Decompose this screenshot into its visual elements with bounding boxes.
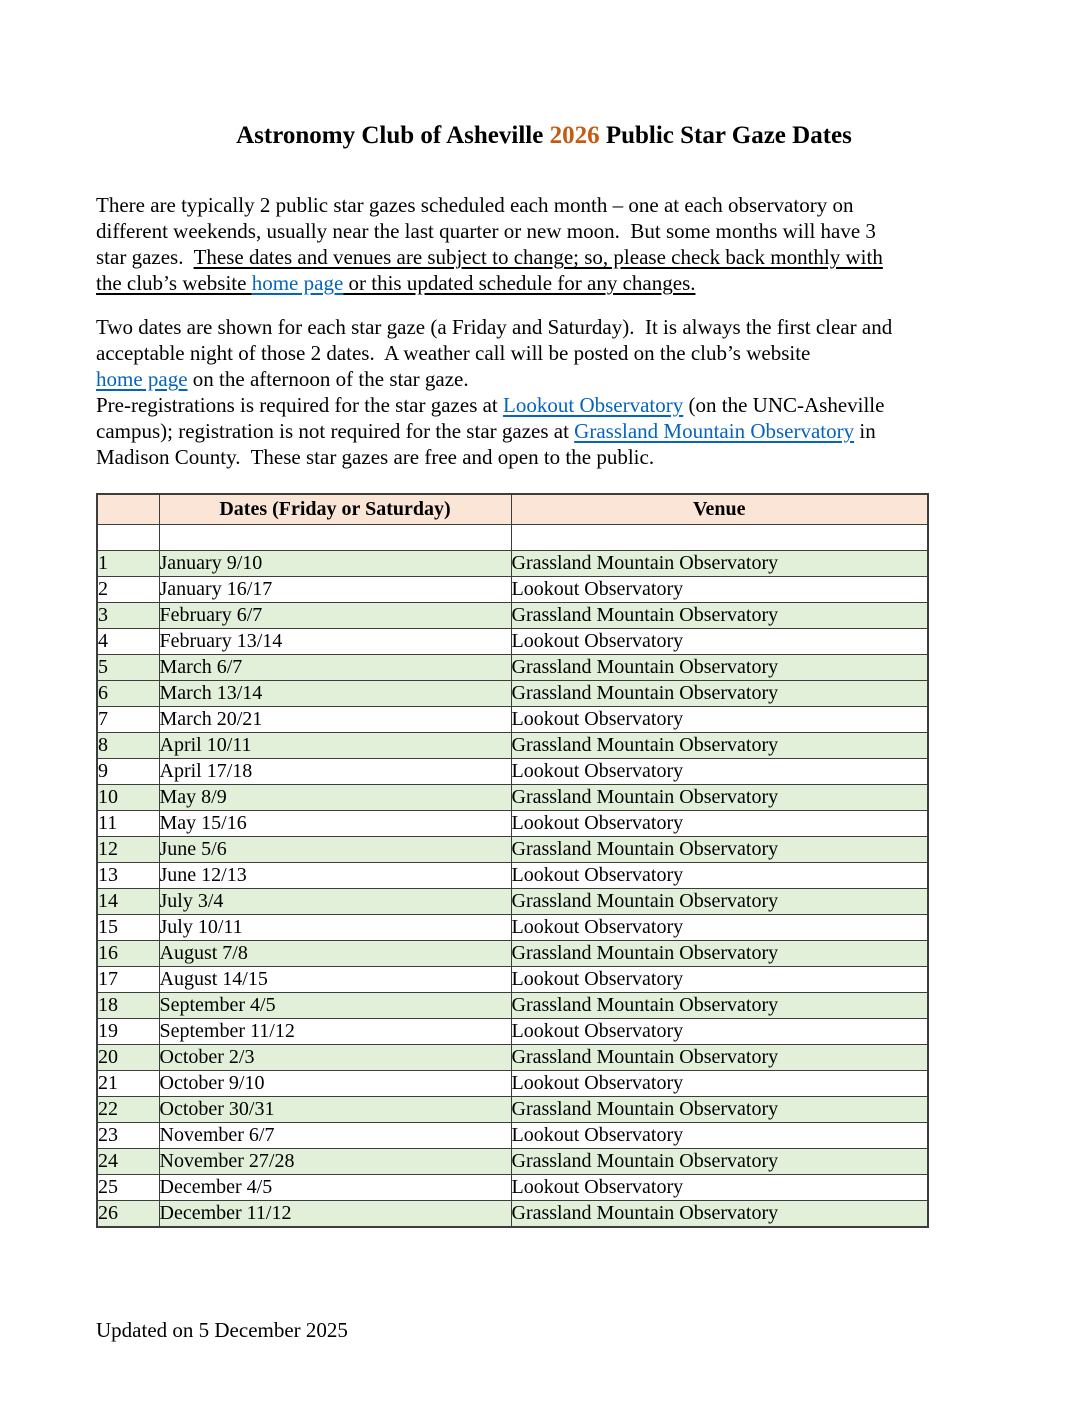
table-row [97,1149,928,1175]
cell-date: October 9/10 [159,1071,511,1097]
cell-date: April 17/18 [159,759,511,785]
text-line [96,340,996,366]
cell-venue: Grassland Mountain Observatory [511,603,928,629]
cell-venue: Grassland Mountain Observatory [511,733,928,759]
spacer-cell [511,525,928,551]
star-gaze-schedule-table [96,493,929,1228]
updated-date: Updated on 5 December 2025 [96,1318,348,1342]
cell-date: September 11/12 [159,1019,511,1045]
intro-paragraph [96,192,996,296]
cell-row-number: 3 [97,603,159,629]
cell-row-number: 15 [97,915,159,941]
cell-date: October 30/31 [159,1097,511,1123]
cell-row-number: 8 [97,733,159,759]
cell-venue: Grassland Mountain Observatory [511,551,928,577]
table-row [97,655,928,681]
text-segment: There are typically 2 public star gazes scheduled each month – one at each observatory on [96,193,854,217]
text-segment: or this updated schedule for any changes. [343,271,696,295]
cell-row-number: 26 [97,1201,159,1228]
text-segment: These dates and venues are subject to change; so, please check back monthly with [193,245,883,269]
cell-date: February 6/7 [159,603,511,629]
home-page-link-2[interactable]: home page [96,367,188,391]
text-segment: Two dates are shown for each star gaze (a Friday and Saturday). It is always the first clear and [96,315,893,339]
lookout-observatory-link[interactable]: Lookout Observatory [503,393,684,417]
cell-venue: Lookout Observatory [511,811,928,837]
text-segment: on the afternoon of the star gaze. [187,367,469,391]
spacer-row [97,525,928,551]
cell-venue: Grassland Mountain Observatory [511,941,928,967]
cell-date: December 11/12 [159,1201,511,1228]
spacer-cell [159,525,511,551]
cell-date: January 9/10 [159,551,511,577]
table-row [97,915,928,941]
table-row [97,811,928,837]
text-line [96,366,996,392]
cell-venue: Lookout Observatory [511,863,928,889]
text-line [96,244,996,270]
text-line [96,392,996,418]
text-segment: acceptable night of those 2 dates. A weather call will be posted on the club’s website [96,341,811,365]
cell-row-number: 20 [97,1045,159,1071]
cell-venue: Lookout Observatory [511,629,928,655]
cell-date: July 10/11 [159,915,511,941]
cell-venue: Lookout Observatory [511,707,928,733]
cell-date: July 3/4 [159,889,511,915]
text-segment: (on the UNC-Asheville [683,393,885,417]
cell-venue: Grassland Mountain Observatory [511,889,928,915]
title-text-2: Public Star Gaze Dates [599,122,852,149]
cell-row-number: 23 [97,1123,159,1149]
table-row [97,1123,928,1149]
table-row [97,1175,928,1201]
cell-row-number: 24 [97,1149,159,1175]
text-segment: in [854,419,876,443]
table-row [97,1045,928,1071]
header-dates: Dates (Friday or Saturday) [159,494,511,525]
cell-venue: Lookout Observatory [511,1071,928,1097]
title-text-1: Astronomy Club of Asheville [236,122,550,149]
table-row [97,629,928,655]
cell-date: March 13/14 [159,681,511,707]
text-segment: star gazes. [96,245,194,269]
cell-date: May 15/16 [159,811,511,837]
cell-venue: Grassland Mountain Observatory [511,993,928,1019]
table-header-row [97,494,928,525]
cell-venue: Lookout Observatory [511,1123,928,1149]
table-row [97,1019,928,1045]
table-row [97,759,928,785]
title-year: 2026 [549,122,600,149]
header-venue: Venue [511,494,928,525]
cell-venue: Grassland Mountain Observatory [511,655,928,681]
cell-row-number: 16 [97,941,159,967]
cell-date: August 7/8 [159,941,511,967]
cell-row-number: 6 [97,681,159,707]
table-row [97,785,928,811]
cell-row-number: 17 [97,967,159,993]
header-number-column [97,494,159,525]
home-page-link[interactable]: home page [251,271,344,295]
table-row [97,993,928,1019]
cell-venue: Lookout Observatory [511,759,928,785]
cell-row-number: 14 [97,889,159,915]
cell-date: May 8/9 [159,785,511,811]
cell-venue: Grassland Mountain Observatory [511,837,928,863]
cell-venue: Grassland Mountain Observatory [511,1097,928,1123]
text-segment: different weekends, usually near the last quarter or new moon. But some months will have 3 [96,219,876,243]
cell-date: February 13/14 [159,629,511,655]
cell-venue: Grassland Mountain Observatory [511,1149,928,1175]
table-row [97,1071,928,1097]
table-row [97,681,928,707]
cell-venue: Grassland Mountain Observatory [511,1201,928,1228]
text-segment: campus); registration is not required for the star gazes at [96,419,575,443]
text-segment: the club’s website [96,271,252,295]
cell-venue: Grassland Mountain Observatory [511,681,928,707]
cell-venue: Lookout Observatory [511,967,928,993]
cell-date: June 5/6 [159,837,511,863]
cell-row-number: 7 [97,707,159,733]
text-line [96,270,996,296]
text-segment: Madison County. These star gazes are free and open to the public. [96,445,655,469]
cell-row-number: 12 [97,837,159,863]
cell-row-number: 19 [97,1019,159,1045]
page-title [0,122,1088,150]
cell-row-number: 2 [97,577,159,603]
cell-date: September 4/5 [159,993,511,1019]
table-row [97,941,928,967]
cell-row-number: 5 [97,655,159,681]
cell-date: October 2/3 [159,1045,511,1071]
text-line [96,192,996,218]
cell-row-number: 18 [97,993,159,1019]
table-body [97,525,928,1228]
cell-date: June 12/13 [159,863,511,889]
text-segment: Pre-registrations is required for the star gazes at [96,393,504,417]
cell-row-number: 13 [97,863,159,889]
spacer-cell [97,525,159,551]
text-line [96,418,996,444]
table-row [97,603,928,629]
cell-venue: Lookout Observatory [511,915,928,941]
cell-row-number: 9 [97,759,159,785]
cell-date: November 6/7 [159,1123,511,1149]
table-row [97,577,928,603]
cell-date: March 6/7 [159,655,511,681]
table-row [97,1097,928,1123]
table-row [97,889,928,915]
cell-row-number: 21 [97,1071,159,1097]
table-row [97,1201,928,1228]
table-row [97,967,928,993]
cell-row-number: 11 [97,811,159,837]
grassland-mountain-observatory-link[interactable]: Grassland Mountain Observatory [574,419,855,443]
cell-date: January 16/17 [159,577,511,603]
cell-date: March 20/21 [159,707,511,733]
cell-venue: Grassland Mountain Observatory [511,785,928,811]
cell-venue: Lookout Observatory [511,1175,928,1201]
cell-row-number: 22 [97,1097,159,1123]
table-row [97,707,928,733]
table-row [97,837,928,863]
cell-date: December 4/5 [159,1175,511,1201]
text-line [96,444,996,470]
cell-date: April 10/11 [159,733,511,759]
cell-row-number: 4 [97,629,159,655]
table-row [97,733,928,759]
cell-row-number: 25 [97,1175,159,1201]
cell-date: November 27/28 [159,1149,511,1175]
cell-venue: Lookout Observatory [511,1019,928,1045]
table-row [97,863,928,889]
table-row [97,551,928,577]
cell-venue: Lookout Observatory [511,577,928,603]
cell-venue: Grassland Mountain Observatory [511,1045,928,1071]
text-line [96,218,996,244]
text-line [96,314,996,340]
cell-row-number: 1 [97,551,159,577]
details-paragraph [96,314,996,470]
cell-row-number: 10 [97,785,159,811]
cell-date: August 14/15 [159,967,511,993]
